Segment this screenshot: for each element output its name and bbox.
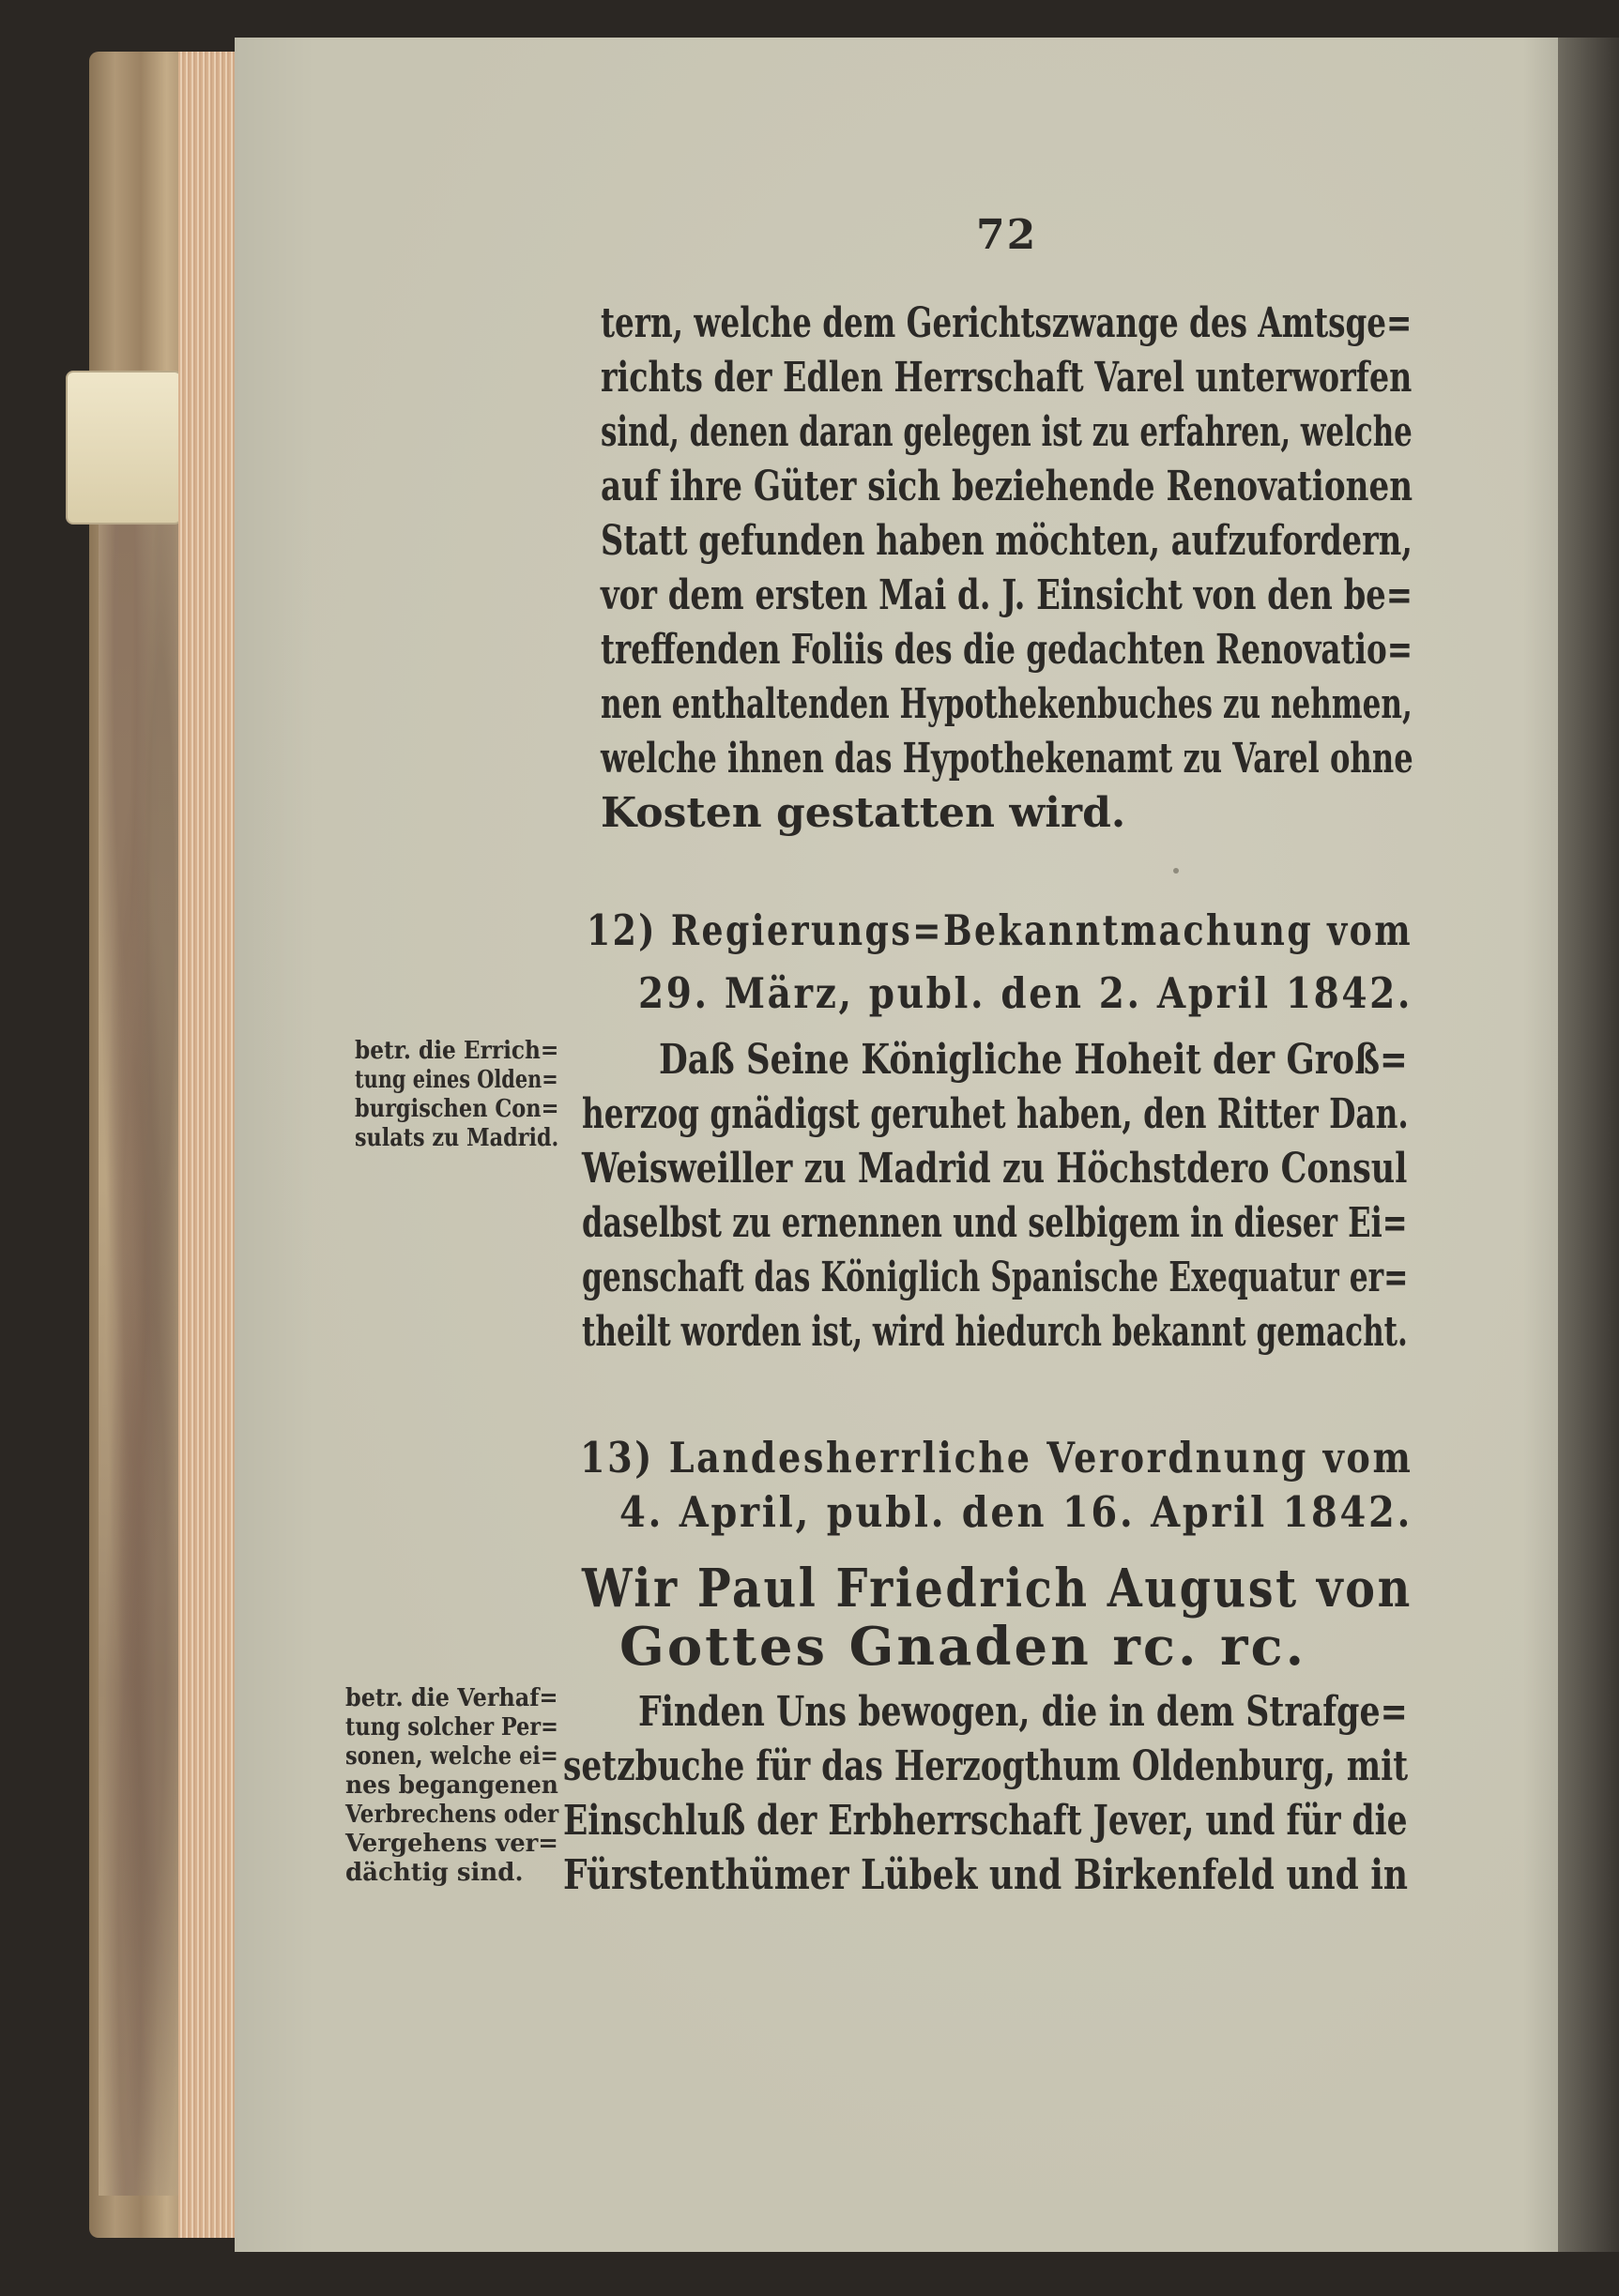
decree-heading-line1: Wir Paul Friedrich August von (582, 1558, 1413, 1619)
section-12-line: Daß Seine Königliche Hoheit der Groß= (659, 1036, 1408, 1084)
section-12-line: herzog gnädigst geruhet haben, den Ritter Dan. (582, 1090, 1409, 1138)
margin-note-line: Vergehens ver= (345, 1830, 559, 1858)
intro-line: welche ihnen das Hypothekenamt zu Varel ohne (601, 735, 1413, 783)
bookmark-clasp (66, 371, 182, 525)
intro-line: auf ihre Güter sich beziehende Renovationen (601, 463, 1413, 510)
gutter-shadow (1558, 38, 1619, 2252)
section-12-heading-line1: 12) Regierungs=Bekanntmachung vom (587, 905, 1413, 955)
intro-line: tern, welche dem Gerichtszwange des Amtsge= (601, 299, 1413, 347)
section-12-line: genschaft das Königlich Spanische Exequatur er= (582, 1254, 1409, 1301)
margin-note-line: betr. die Verhaf= (345, 1684, 558, 1712)
margin-note-line: tung eines Olden= (355, 1066, 558, 1094)
intro-line: treffenden Foliis des die gedachten Renovatio= (601, 626, 1413, 674)
section-12-line: Weisweiller zu Madrid zu Höchstdero Consul (582, 1145, 1408, 1193)
intro-line: sind, denen daran gelegen ist zu erfahren, welche (601, 408, 1413, 456)
section-12-line: theilt worden ist, wird hiedurch bekannt gemacht. (582, 1308, 1408, 1356)
page-number: 72 (976, 211, 1038, 259)
decree-heading-line2: Gottes Gnaden rc. rc. (619, 1616, 1307, 1678)
intro-line: nen enthaltenden Hypothekenbuches zu nehmen, (601, 680, 1413, 728)
margin-note-line: Verbrechens oder (345, 1801, 559, 1829)
margin-note-line: tung solcher Per= (345, 1713, 558, 1741)
section-13-line: Fürstenthümer Lübek und Birkenfeld und in (563, 1851, 1409, 1899)
ink-speck (1173, 868, 1179, 874)
intro-line: Kosten gestatten wird. (601, 789, 1126, 837)
intro-line: richts der Edlen Herrschaft Varel unterworfen (601, 354, 1413, 402)
margin-note-line: sulats zu Madrid. (355, 1124, 559, 1152)
section-12-heading-line2: 29. März, publ. den 2. April 1842. (638, 968, 1413, 1018)
section-13-line: Finden Uns bewogen, die in dem Strafge= (638, 1688, 1408, 1736)
margin-note-line: nes begangenen (345, 1771, 558, 1800)
marbled-cover (99, 507, 188, 2196)
intro-line: Statt gefunden haben möchten, aufzufordern, (601, 517, 1413, 565)
section-12-line: daselbst zu ernennen und selbigem in dieser Ei= (582, 1199, 1408, 1247)
section-13-line: Einschluß der Erbherrschaft Jever, und für die (563, 1797, 1408, 1845)
margin-note-line: burgischen Con= (355, 1095, 559, 1123)
section-13-line: setzbuche für das Herzogthum Oldenburg, mit (563, 1742, 1409, 1790)
margin-note-line: betr. die Errich= (355, 1037, 559, 1065)
section-13-heading-line1: 13) Landesherrliche Verordnung vom (580, 1433, 1413, 1483)
section-13-heading-line2: 4. April, publ. den 16. April 1842. (619, 1487, 1413, 1537)
intro-line: vor dem ersten Mai d. J. Einsicht von den be= (601, 571, 1413, 619)
margin-note-line: dächtig sind. (345, 1859, 524, 1887)
margin-note-line: sonen, welche ei= (345, 1742, 558, 1771)
